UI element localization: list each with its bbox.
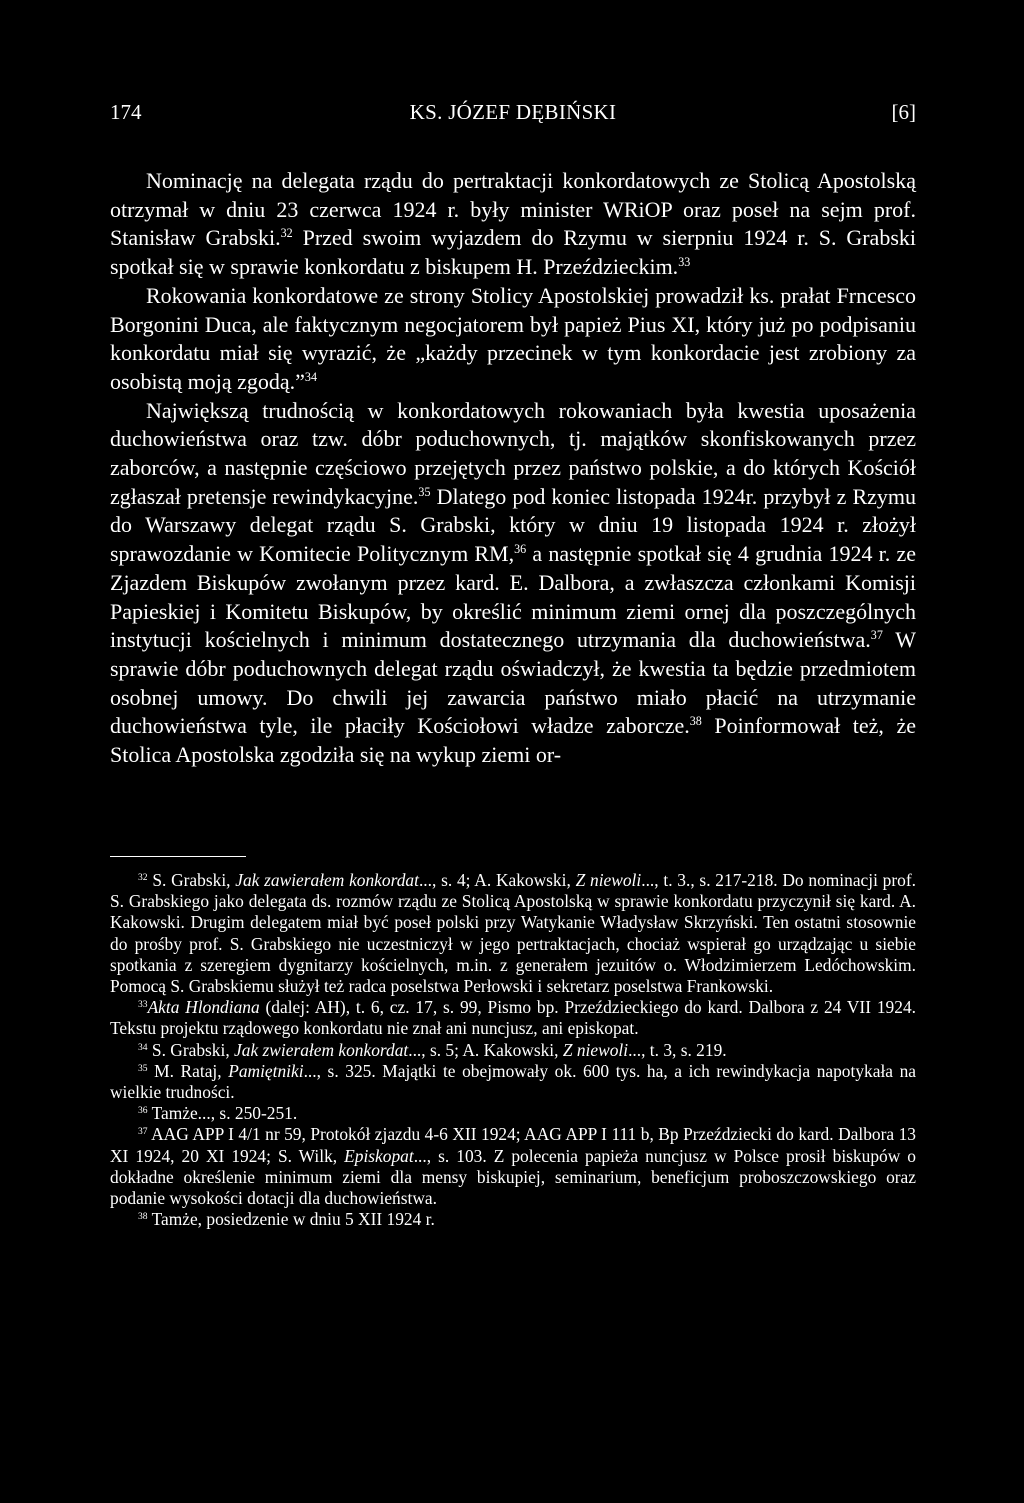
cited-title: Pamiętniki bbox=[228, 1060, 304, 1081]
text-span: Poinformował też, że Stolica Apostolska zgodziła się na wykup ziemi or- bbox=[110, 713, 916, 768]
text-span: Przed swoim wyjazdem do Rzymu w sierpniu 1924 r. S. Grabski spotkał się w sprawie konkordatu z biskupem H. Przeździeckim. bbox=[110, 225, 917, 280]
footnote-number: 37 bbox=[138, 1126, 148, 1138]
text-span: ..., t. 3., s. 217-218. Do nominacji prof. S. Grabskiego jako delegata ds. rozmów rządu ze Stolicą Apostolską w sprawie konkordatu przyczynił się kard. A. Kakowski. Drugim delegatem miał być poseł polski przy Watykanie Władysław Skrzyński. Ten ostatni stosownie do prośby prof. S. Grabskiego nie uczestniczył w jego pertraktacjach, chociaż wspierał go urządzając u siebie spotkania z szeregiem dygnitarzy kościelnych, m.in. z generałem jezuitów o. Włodzimierzem Ledóchowskim. Pomocą S. Grabskiemu służył też radca poselstwa Perłowski i sekretarz poselstwa Frankowski. bbox=[110, 870, 916, 997]
text-span: ..., s. 103. Z polecenia papieża nuncjusz w Polsce prosił biskupów o dokładne określenie minimum ziemi dla mensy biskupiej, seminarium, beneficjum proboszczowskiego oraz podanie wysokości dotacji dla duchowieństwa. bbox=[110, 1145, 916, 1209]
cited-title: Z niewoli bbox=[575, 870, 642, 890]
text-span: Tamże..., s. 250-251. bbox=[147, 1103, 298, 1124]
text-span: Tamże, posiedzenie w dniu 5 XII 1924 r. bbox=[147, 1209, 435, 1230]
paragraph-2 bbox=[110, 282, 916, 397]
footnotes bbox=[110, 870, 916, 1230]
cited-title: Z niewoli bbox=[562, 1039, 629, 1060]
cited-title: Episkopat bbox=[344, 1145, 414, 1166]
footnote-37 bbox=[110, 1124, 916, 1209]
footnote-ref-34: 34 bbox=[304, 370, 317, 385]
footnote-number: 33 bbox=[138, 999, 148, 1010]
footnote-number: 35 bbox=[138, 1062, 148, 1074]
footnote-ref-38: 38 bbox=[689, 714, 702, 729]
footnote-ref-33: 33 bbox=[678, 255, 691, 270]
text-span: ..., s. 4; A. Kakowski, bbox=[418, 870, 576, 890]
text-span: ..., t. 3, s. 219. bbox=[628, 1039, 727, 1060]
text-span: ..., s. 5; A. Kakowski, bbox=[408, 1039, 563, 1060]
footnote-number: 36 bbox=[138, 1105, 148, 1117]
main-text bbox=[110, 167, 916, 770]
text-span: Nominację na delegata rządu do pertraktacji konkordatowych ze Stolicą Apostolską otrzymał w dniu 23 czerwca 1924 r. były minister WRiOP oraz poseł na sejm prof. Stanisław Grabski. bbox=[110, 168, 916, 251]
text-span: S. Grabski, bbox=[147, 870, 236, 890]
footnote-number: 34 bbox=[138, 1041, 148, 1053]
cited-title: Jak zawierałem konkordat bbox=[235, 870, 419, 890]
text-span: M. Rataj, bbox=[147, 1060, 229, 1081]
text-span: AAG APP I 4/1 nr 59, Protokół zjazdu 4-6 XII 1924; AAG APP I 111 b, Bp Przeździecki do kard. Dalbora 13 XI 1924, 20 XI 1924; S. Wilk, bbox=[110, 1124, 916, 1166]
footnote-number: 32 bbox=[138, 871, 148, 883]
footnote-38 bbox=[110, 1209, 916, 1230]
footnote-ref-35: 35 bbox=[418, 484, 431, 499]
footnote-ref-32: 32 bbox=[280, 226, 293, 241]
text-span: S. Grabski, bbox=[147, 1039, 235, 1060]
cited-title: Akta Hlondiana bbox=[147, 997, 260, 1018]
footnote-32 bbox=[110, 870, 916, 997]
text-span: Największą trudnością w konkordatowych rokowaniach była kwestia uposażenia duchowieństwa oraz tzw. dóbr poduchownych, tj. majątków skonfiskowanych przez zaborców, a następnie częściowo przejętych przez państwo polskie, a do których Kościół zgłaszał pretensje rewindykacyjne. bbox=[110, 397, 916, 509]
footnote-separator bbox=[110, 856, 246, 857]
running-title: KS. JÓZEF DĘBIŃSKI bbox=[409, 100, 617, 124]
paragraph-3 bbox=[110, 397, 916, 770]
text-span: ..., s. 325. Majątki te obejmowały ok. 600 tys. ha, a ich rewindykacja napotykała na wielkie trudności. bbox=[110, 1060, 917, 1103]
footnote-33 bbox=[110, 997, 916, 1039]
text-span: Rokowania konkordatowe ze strony Stolicy Apostolskiej prowadził ks. prałat Frncesco Borgonini Duca, ale faktycznym negocjatorem był papież Pius XI, który już po podpisaniu konkordatu miał się wyrazić, że „każdy przecinek w tym konkordacie jest zrobiony za osobistą moją zgodą.” bbox=[110, 282, 916, 394]
text-span: (dalej: AH), t. 6, cz. 17, s. 99, Pismo bp. Przeździeckiego do kard. Dalbora z 24 VII 1924. Tekstu projektu rządowego konkordatu nie znał ani nuncjusz, ani episkopat. bbox=[110, 997, 916, 1039]
text-span: Dlatego pod koniec listopada 1924r. przybył z Rzymu do Warszawy delegat rządu S. Grabski, który w dniu 19 listopada 1924 r. złożył sprawozdanie w Komitecie Politycznym RM, bbox=[110, 483, 917, 567]
footnote-ref-37: 37 bbox=[870, 628, 883, 643]
section-marker: [6] bbox=[891, 100, 916, 124]
footnote-36 bbox=[110, 1103, 916, 1124]
running-header bbox=[110, 100, 916, 130]
cited-title: Jak zwierałem konkordat bbox=[234, 1039, 409, 1060]
text-span: a następnie spotkał się 4 grudnia 1924 r. ze Zjazdem Biskupów zwołanym przez kard. E. Dalbora, a zwłaszcza członkami Komisji Papieskiej i Komitetu Biskupów, by określić minimum ziemi ornej dla poszczególnych instytucji kościelnych i minimum dostatecznego utrzymania dla duchowieństwa. bbox=[110, 541, 916, 653]
page-number: 174 bbox=[110, 100, 142, 124]
footnote-ref-36: 36 bbox=[514, 542, 527, 557]
footnote-34 bbox=[110, 1040, 916, 1061]
footnote-number: 38 bbox=[138, 1211, 148, 1223]
paragraph-1 bbox=[110, 167, 916, 282]
text-span: W sprawie dóbr poduchownych delegat rządu oświadczył, że kwestia ta będzie przedmiotem osobnej umowy. Do chwili jej zawarcia państwo miało płacić na utrzymanie duchowieństwa tyle, ile płaciły Kościołowi władze zaborcze. bbox=[110, 627, 916, 739]
footnote-35 bbox=[110, 1061, 916, 1103]
